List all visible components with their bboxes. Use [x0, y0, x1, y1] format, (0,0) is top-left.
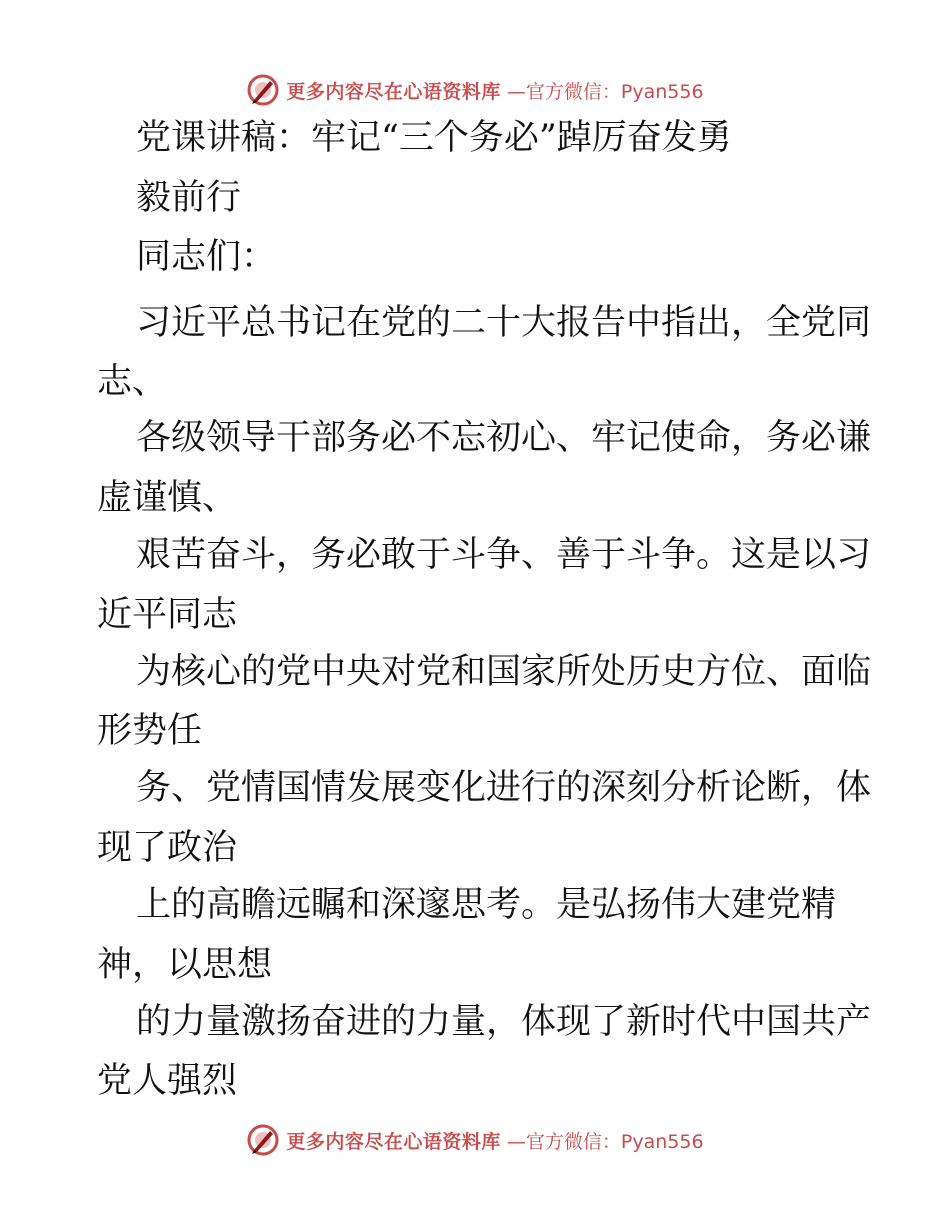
doc-line: 各级领导干部务必不忘初心、牢记使命，务必谦 [136, 418, 872, 458]
doc-line: 上的高瞻远瞩和深邃思考。是弘扬伟大建党精 [136, 885, 837, 925]
doc-line: 党人强烈 [97, 1061, 238, 1101]
doc-line: 虚谨慎、 [97, 478, 238, 518]
doc-greeting: 同志们： [136, 237, 277, 277]
banner-wechat-text: —官方微信：Pyan556 [506, 1130, 704, 1153]
doc-title-line-1: 党课讲稿：牢记“三个务必”踔厉奋发勇 [136, 118, 732, 158]
doc-line: 近平同志 [97, 595, 238, 635]
banner-site-text: 更多内容尽在心语资料库 [286, 1130, 501, 1153]
footer-banner [0, 1120, 950, 1160]
banner-wechat-text: —官方微信：Pyan556 [506, 80, 704, 103]
banner-site-text: 更多内容尽在心语资料库 [286, 80, 501, 103]
doc-line: 志、 [97, 362, 168, 402]
pen-logo-icon [246, 73, 280, 107]
doc-line: 的力量激扬奋进的力量，体现了新时代中国共产 [136, 1002, 872, 1042]
doc-line: 务、党情国情发展变化进行的深刻分析论断，体 [136, 768, 872, 808]
doc-line: 艰苦奋斗，务必敢于斗争、善于斗争。这是以习 [136, 535, 872, 575]
doc-line: 神，以思想 [97, 945, 273, 985]
header-banner [0, 70, 950, 110]
doc-line: 形势任 [97, 711, 203, 751]
doc-line: 现了政治 [97, 828, 238, 868]
doc-line: 为核心的党中央对党和国家所处历史方位、面临 [136, 652, 872, 692]
doc-title-line-2: 毅前行 [136, 178, 242, 218]
pen-logo-icon [246, 1123, 280, 1157]
doc-line: 习近平总书记在党的二十大报告中指出，全党同 [136, 303, 872, 343]
